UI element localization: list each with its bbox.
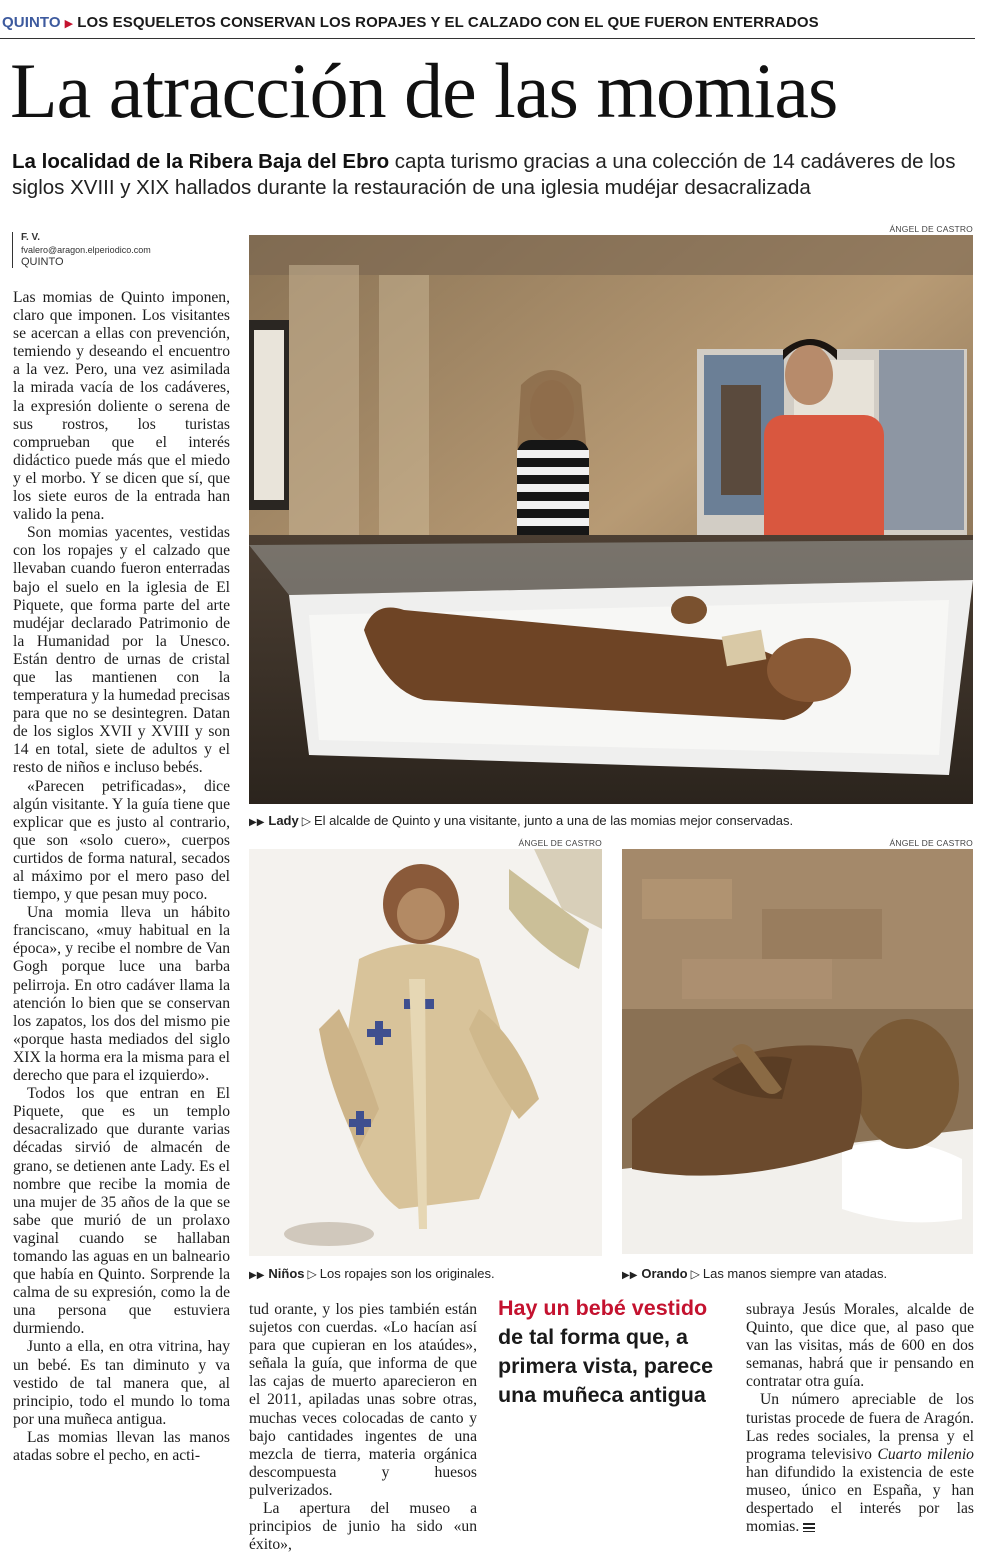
headline: La atracción de las momias xyxy=(10,47,838,134)
paragraph xyxy=(746,1391,974,1536)
byline xyxy=(12,232,221,268)
paragraph: Todos los que entran en El Piquete, que es un templo desacralizado que durante varias décadas sirvió de almacén de grano, se detienen ante Lady. Es el nombre que recibe la momia de una mujer de 35 años de la que se sabe que murió de un prolaxo vaginal cuando se hallaban tomando las aguas en un balneario que había en Quinto. Sorprende la calma de su expresión, como la de una persona que estuviera durmiendo. xyxy=(13,1085,230,1338)
author-name: F. V. xyxy=(21,232,41,243)
subhead xyxy=(12,149,962,201)
article-column-4 xyxy=(746,1301,974,1536)
paragraph: Una momia lleva un hábito franciscano, «muy habitual en la época», y recibe el nombre de Van Gogh porque luce una barba pelirroja. En otro cadáver llama la atención lo bien que se conservan los zapatos, los dos del mismo pie «porque hasta mediados del siglo XIX la horma era la misma para el derecho que para el izquierdo». xyxy=(13,904,230,1085)
paragraph: «Parecen petrificadas», dice algún visitante. Y la guía tiene que explicar que es justo al contrario, que son «solo cuero», cuerpos curtidos de forma natural, secados al máximo por el mero paso del tiempo, y que pesan muy poco. xyxy=(13,777,230,904)
double-arrow-icon: ▶▶ xyxy=(249,817,265,828)
pull-quote xyxy=(498,1294,738,1410)
dateline: QUINTO xyxy=(21,256,64,268)
subhead-lead: La localidad de la Ribera Baja del Ebro xyxy=(12,150,390,173)
paragraph: Las momias de Quinto imponen, claro que imponen. Los visitantes se acercan a ellas con prevención, temiendo y deseando el encuentro a la vez. Pero, una vez asimilada la mirada vacía de los cadáveres, la expresión doliente o serena de sus rostros, los turistas comprueban que el interés didáctico puede más que el miedo y el morbo. Y se dicen que sí, que los siete euros de la entrada han valido la pena. xyxy=(13,289,230,524)
triangle-icon: ▷ xyxy=(301,814,311,828)
kicker xyxy=(2,14,977,38)
article-column-2 xyxy=(249,1301,477,1554)
paragraph: La apertura del museo a principios de junio ha sido «un éxito», xyxy=(249,1500,477,1554)
caption-text: Las manos siempre van atadas. xyxy=(702,1266,888,1281)
triangle-icon: ▷ xyxy=(690,1267,700,1281)
kicker-text: LOS ESQUELETOS CONSERVAN LOS ROPAJES Y EL CALZADO CON EL QUE FUERON ENTERRADOS xyxy=(77,14,819,31)
main-photo xyxy=(249,235,973,804)
paragraph-text: Un número apreciable de los turistas procede de fuera de Aragón. Las redes sociales, la prensa y el programa televisivo xyxy=(746,1391,974,1463)
double-arrow-icon: ▶▶ xyxy=(622,1270,638,1281)
subhead-rest: capta turismo gracias a una colección de 14 cadáveres de los siglos XVIII y XIX hallados durante la restauración de una iglesia mudéjar desacralizada xyxy=(12,150,956,199)
paragraph: Son momias yacentes, vestidas con los ropajes y el calzado que llevaban cuando fueron enterradas bajo el suelo en la iglesia de El Piquete, que forma parte del arte mudéjar declarado Patrimonio de la Humanidad por la Unesco. Están dentro de urnas de cristal que las mantienen con la temperatura y la humedad precisas para que no se desintegren. Datan de los siglos XVII y XVIII y son 14 en total, siete de adultos y el resto de niños e incluso bebés. xyxy=(13,524,230,777)
photo-credit-left: ÁNGEL DE CASTRO xyxy=(518,838,602,848)
child-mummy-photo xyxy=(249,849,602,1256)
photo-credit-main: ÁNGEL DE CASTRO xyxy=(889,224,973,234)
caption-text: Los ropajes son los originales. xyxy=(319,1266,495,1281)
caption-title: Orando xyxy=(641,1266,688,1281)
museum-photo-illustration xyxy=(249,235,973,804)
arrow-icon: ▶ xyxy=(64,18,74,30)
caption-left xyxy=(249,1266,495,1281)
pull-quote-highlight: Hay un bebé vestido xyxy=(498,1296,708,1320)
caption-right xyxy=(622,1266,887,1281)
section-label: QUINTO xyxy=(2,14,61,31)
caption-main xyxy=(249,813,793,828)
double-arrow-icon: ▶▶ xyxy=(249,1270,265,1281)
paragraph: subraya Jesús Morales, alcalde de Quinto, que dice que, al paso que van las visitas, más de 600 en dos semanas, habrá que ir pensando en contratar otra guía. xyxy=(746,1301,974,1391)
paragraph-text: han difundido la existencia de este museo, único en España, y han despertado el interés por las momias. xyxy=(746,1463,974,1536)
praying-mummy-photo xyxy=(622,849,973,1254)
caption-title: Niños xyxy=(268,1266,305,1281)
author-email[interactable]: fvalero@aragon.elperiodico.com xyxy=(21,245,151,255)
kicker-rule xyxy=(0,38,975,39)
praying-mummy-illustration xyxy=(622,849,973,1254)
photo-credit-right: ÁNGEL DE CASTRO xyxy=(889,838,973,848)
tv-program-title: Cuarto milenio xyxy=(877,1445,974,1463)
paragraph: tud orante, y los pies también están sujetos con cuerdas. «Lo hacían así para que cupieran en los ataúdes», señala la guía, que informa de que las cajas de muerto aparecieron en el 2011, apiladas unas sobre otras, muchas veces colocadas de canto y bajo cantidades ingentes de una mezcla de tierra, materia orgánica descompuesta y huesos pulverizados. xyxy=(249,1301,477,1499)
triangle-icon: ▷ xyxy=(307,1267,317,1281)
article-column-1 xyxy=(13,289,230,1465)
end-of-article-icon xyxy=(803,1523,815,1532)
child-mummy-illustration xyxy=(249,849,602,1256)
paragraph: Las momias llevan las manos atadas sobre el pecho, en acti- xyxy=(13,1428,230,1464)
paragraph: Junto a ella, en otra vitrina, hay un bebé. Es tan diminuto y va vestido de tal manera que, al principio, todo el mundo lo toma por una muñeca antigua. xyxy=(13,1338,230,1428)
caption-title: Lady xyxy=(268,813,299,828)
pull-quote-text: de tal forma que, a primera vista, parece una muñeca antigua xyxy=(498,1325,714,1407)
caption-text: El alcalde de Quinto y una visitante, junto a una de las momias mejor conservadas. xyxy=(313,813,794,828)
